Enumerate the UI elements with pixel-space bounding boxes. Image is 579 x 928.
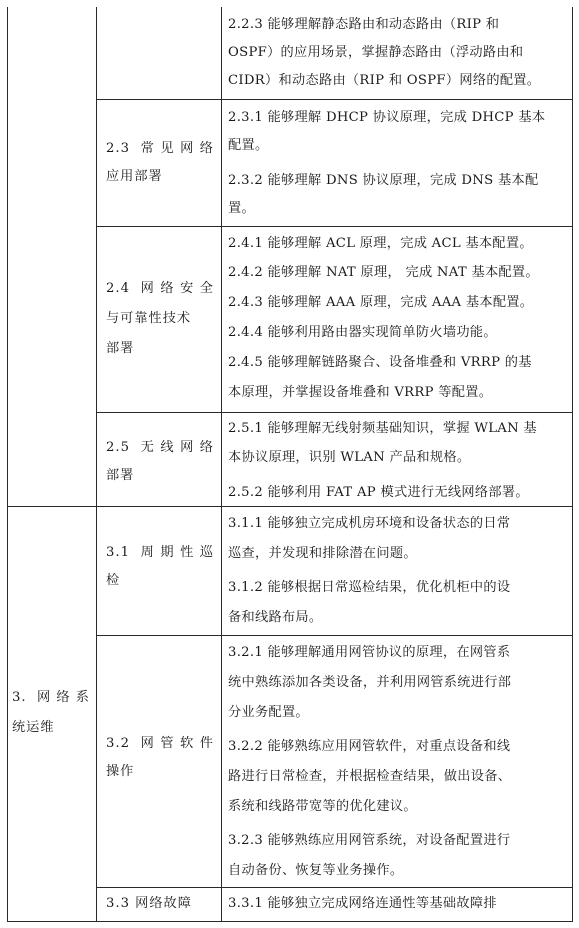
table-border-horizontal — [96, 887, 573, 888]
subject-cell-line: 部署 — [106, 468, 135, 483]
competency-text-line: 统中熟练添加各类设备，并利用网管系统进行部 — [228, 675, 512, 690]
competency-text-line: 3.3.1 能够独立完成网络连通性等基础故障排 — [228, 896, 497, 911]
competency-text-line: 3.2.3 能够熟练应用网管系统，对设备配置进行 — [228, 833, 511, 848]
table-border-vertical — [7, 7, 8, 921]
competency-text-line: 配置。 — [228, 138, 269, 153]
competency-text-line: 本协议原理，识别 WLAN 产品和规格。 — [228, 450, 471, 465]
table-border-vertical — [221, 7, 222, 921]
competency-text-line: 2.4.2 能够理解 NAT 原理， 完成 NAT 基本配置。 — [228, 265, 539, 280]
competency-text-line: 2.4.4 能够利用路由器实现简单防火墙功能。 — [228, 325, 497, 340]
competency-text-line: 路进行日常检查，并根据检查结果，做出设备、 — [228, 769, 512, 784]
competency-text-line: 3.2.1 能够理解通用网管协议的原理，在网管系 — [228, 645, 511, 660]
competency-text-line: 自动备份、恢复等业务操作。 — [228, 863, 404, 878]
subject-cell-line: 2.4 网络安全 — [106, 281, 214, 296]
competency-text-line: 3.1.1 能够独立完成机房环境和设备状态的日常 — [228, 516, 511, 531]
competency-text-line: 3.2.2 能够熟练应用网管软件，对重点设备和线 — [228, 739, 511, 754]
competency-text-line: 2.4.5 能够理解链路聚合、设备堆叠和 VRRP 的基 — [228, 355, 532, 370]
competency-text-line: 2.5.1 能够理解无线射频基础知识，掌握 WLAN 基 — [228, 421, 537, 436]
competency-text-line: 本原理，并掌握设备堆叠和 VRRP 等配置。 — [228, 385, 493, 400]
competency-text-line: 2.4.1 能够理解 ACL 原理，完成 ACL 基本配置。 — [228, 236, 533, 251]
competency-text-line: 置。 — [228, 201, 255, 216]
subject-cell-line: 3.3 网络故障 — [106, 896, 192, 911]
competency-text-line: 2.5.2 能够利用 FAT AP 模式进行无线网络部署。 — [228, 485, 529, 500]
competency-text-line: 2.4.3 能够理解 AAA 原理，完成 AAA 基本配置。 — [228, 295, 534, 310]
table-border-vertical — [572, 7, 573, 921]
competency-text-line: 2.2.3 能够理解静态路由和动态路由（RIP 和 — [228, 17, 500, 32]
competency-text-line: OSPF）的应用场景，掌握静态路由（浮动路由和 — [228, 45, 524, 60]
subject-cell-line: 部署 — [106, 341, 135, 356]
table-border-vertical — [96, 7, 97, 921]
subject-cell-line: 与可靠性技术 — [106, 311, 192, 326]
subject-cell-line: 3.2 网管软件 — [106, 736, 214, 751]
subject-cell-line: 3.1 周期性巡 — [106, 545, 214, 560]
competency-text-line: 3.1.2 能够根据日常巡检结果，优化机柜中的设 — [228, 580, 511, 595]
table-border-horizontal — [7, 506, 573, 507]
competency-text-line: 系统和线路带宽等的优化建议。 — [228, 799, 417, 814]
subject-cell-line: 检 — [106, 573, 121, 588]
table-border-horizontal — [96, 226, 573, 227]
competency-text-line: 备和线路布局。 — [228, 610, 323, 625]
category-cell-line: 统运维 — [12, 720, 55, 735]
table-border-horizontal — [96, 412, 573, 413]
subject-cell-line: 应用部署 — [106, 169, 163, 184]
table-border-horizontal — [7, 921, 573, 922]
competency-text-line: 分业务配置。 — [228, 705, 309, 720]
subject-cell-line: 2.3 常见网络 — [106, 141, 214, 156]
competency-text-line: 巡查，并发现和排除潜在问题。 — [228, 546, 417, 561]
subject-cell-line: 操作 — [106, 764, 135, 779]
table-border-horizontal — [96, 635, 573, 636]
competency-text-line: 2.3.1 能够理解 DHCP 协议原理，完成 DHCP 基本 — [228, 110, 546, 125]
competency-text-line: CIDR）和动态路由（RIP 和 OSPF）网络的配置。 — [228, 73, 541, 88]
category-cell-line: 3. 网络系 — [12, 690, 90, 705]
table-border-horizontal — [96, 99, 573, 100]
subject-cell-line: 2.5 无线网络 — [106, 440, 214, 455]
competency-text-line: 2.3.2 能够理解 DNS 协议原理，完成 DNS 基本配 — [228, 173, 539, 188]
